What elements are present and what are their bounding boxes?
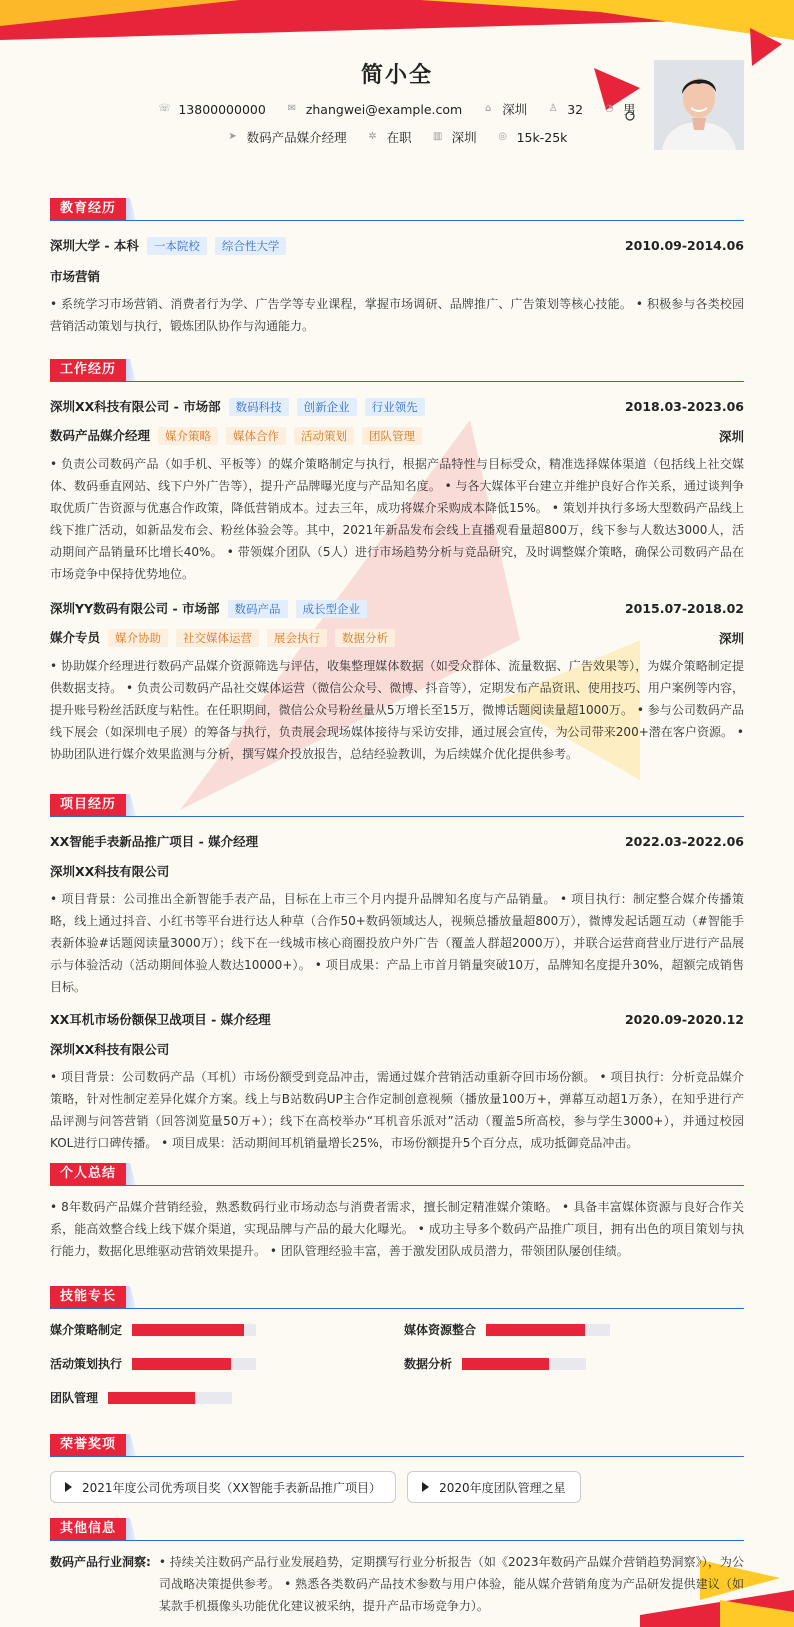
education-section (50, 198, 744, 337)
summary-desc: • 8年数码产品媒介营销经验，熟悉数码行业市场动态与消费者需求，擅长制定精准媒介策略。 • 具备丰富媒体资源与良好合作关系，能高效整合线上线下媒介渠道，实现品牌与产品的最大化曝光。 • 成功主导多个数码产品推广项目，拥有出色的项目策划与执行能力，数据化思维驱动营销效果提升。 • 团队管理经验丰富，善于激发团队成员潜力，带领团队屡创佳绩。 (50, 1200, 744, 1258)
skill-bar (462, 1358, 586, 1370)
job-desc: • 负责公司数码产品（如手机、平板等）的媒介策略制定与执行，根据产品特性与目标受众，精准选择媒体渠道（包括线上社交媒体、数码垂直网站、线下户外广告等），提升产品牌曝光度与产品知名度。 • 与各大媒体平台建立并维护良好合作关系，通过谈判争取优质广告资源与优惠合作政策，降低营销成本。过去三年，成功将媒介采购成本降低15%。 • 策划并执行多场大型数码产品线上线下推广活动，如新品发布会、粉丝体验会等。其中，2021年新品发布会线上直播观看量超800万，线下参与人数达3000人，活动期间产品销量环比增长40%。 • 带领媒介团队（5人）进行市场趋势分析与竞品研究，及时调整媒介策略，确保公司数码产品在市场竞争中保持优势地位。 (50, 457, 744, 581)
gender-icon: ◔ (604, 103, 614, 114)
skill-item (50, 1355, 256, 1372)
skill-tag: 展会执行 (267, 629, 327, 647)
skill-bar (132, 1324, 256, 1336)
company-tag: 成长型企业 (296, 600, 368, 618)
other-desc: • 持续关注数码产品行业发展趋势，定期撰写行业分析报告（如《2023年数码产品媒介营销趋势洞察》），为公司战略决策提供参考。 • 熟悉各类数码产品技术参数与用户体验，能从媒介营销角度为产品研发提供建议（如某款手机摄像头功能优化建议被采纳，提升产品市场竞争力）。 (158, 1555, 744, 1613)
work-section (50, 359, 744, 765)
target-city: 深圳 (451, 130, 477, 145)
skill-name: 团队管理 (50, 1391, 99, 1405)
skill-item (404, 1355, 586, 1372)
education-desc: • 系统学习市场营销、消费者行为学、广告学等专业课程，掌握市场调研、品牌推广、广告策划等核心技能。 • 积极参与各类校园营销活动策划与执行，锻炼团队协作与沟通能力。 (50, 297, 744, 333)
section-title: 教育经历 (50, 198, 126, 220)
major: 市场营销 (50, 269, 101, 284)
building-icon: ▥ (432, 131, 443, 142)
avatar (654, 60, 744, 150)
skill-bar-fill (486, 1324, 585, 1336)
section-title: 个人总结 (50, 1163, 126, 1185)
job-role: 媒介专员 (50, 630, 101, 645)
school-tag: 综合性大学 (215, 237, 287, 255)
skill-item (50, 1389, 232, 1406)
school-tag: 一本院校 (147, 237, 207, 255)
skill-bar (486, 1324, 610, 1336)
salary: 15k-25k (516, 129, 568, 145)
project-org: 深圳XX科技有限公司 (50, 864, 170, 879)
email-icon: ✉ (287, 103, 297, 114)
other-label: 数码产品行业洞察: (50, 1555, 151, 1569)
award-item (50, 1471, 396, 1503)
skill-bar-fill (108, 1392, 195, 1404)
skill-tag: 活动策划 (294, 427, 354, 445)
school-name: 深圳大学 - 本科 (50, 238, 139, 253)
job-date: 2015.07-2018.02 (624, 601, 744, 616)
job-city: 深圳 (718, 630, 744, 646)
job-role: 数码产品媒介经理 (50, 428, 151, 443)
award-item (407, 1471, 581, 1503)
gear-icon: ✲ (368, 131, 377, 142)
project-name: XX耳机市场份额保卫战项目 - 媒介经理 (50, 1012, 271, 1027)
skill-tag: 社交媒体运营 (176, 629, 259, 647)
status: 在职 (386, 130, 412, 145)
project-desc: • 项目背景：公司推出全新智能手表产品，目标在上市三个月内提升品牌知名度与产品销量。 • 项目执行：制定整合媒介传播策略，线上通过抖音、小红书等平台进行达人种草（合作50+数码领域达人，视频总播放量超800万），微博发起话题互动（#智能手表新体验#话题阅读量3000万）；线下在一线城市核心商圈投放户外广告（覆盖人群超2000万），并联合运营商营业厅进行产品展示与体验活动（活动期间体验人数达10000+）。 • 项目成果：产品上市首月销量突破10万，品牌知名度提升30%，超额完成销售目标。 (50, 892, 744, 994)
skill-bar-fill (462, 1358, 549, 1370)
section-title: 项目经历 (50, 794, 126, 816)
skill-bar-fill (132, 1358, 231, 1370)
project-org: 深圳XX科技有限公司 (50, 1042, 170, 1057)
candidate-name: 简小全 (360, 63, 433, 88)
skill-name: 媒介策略制定 (50, 1323, 123, 1337)
award-label: 2021年度公司优秀项目奖（XX智能手表新品推广项目） (82, 1480, 381, 1495)
section-title: 工作经历 (50, 359, 126, 381)
section-title: 荣誉奖项 (50, 1434, 126, 1456)
email: zhangwei@example.com (305, 101, 463, 117)
education-date: 2010.09-2014.06 (624, 238, 744, 253)
skill-tag: 数据分析 (335, 629, 395, 647)
other-section (50, 1518, 744, 1617)
skill-item (404, 1321, 610, 1338)
job-target: 数码产品媒介经理 (246, 130, 347, 145)
play-icon (422, 1482, 429, 1492)
project-desc: • 项目背景：公司数码产品（耳机）市场份额受到竞品冲击，需通过媒介营销活动重新夺回市场份额。 • 项目执行：分析竞品媒介策略，针对性制定差异化媒介方案。线上与B站数码UP主合作定制创意视频（播放量100万+，弹幕互动超1万条），在知乎进行产品评测与问答营销（回答浏览量50万+）；线下在高校举办“耳机音乐派对”活动（覆盖5所高校，参与学生3000+），并通过校园KOL进行口碑传播。 • 项目成果：活动期间耳机销量增长25%，市场份额提升5个百分点，成功抵御竞品冲击。 (50, 1070, 744, 1150)
city: 深圳 (502, 102, 528, 117)
summary-section (50, 1163, 744, 1262)
age: 32 (567, 101, 584, 117)
company-tag: 创新企业 (297, 398, 357, 416)
age-icon: ♙ (548, 103, 558, 114)
project-date: 2020.09-2020.12 (624, 1011, 744, 1027)
skill-tag: 媒体合作 (226, 427, 286, 445)
section-title: 其他信息 (50, 1518, 126, 1540)
skills-section (50, 1286, 744, 1419)
play-icon (65, 1482, 72, 1492)
phone: 13800000000 (178, 101, 266, 117)
job-date: 2018.03-2023.06 (624, 399, 744, 414)
job-city: 深圳 (718, 428, 744, 444)
project-date: 2022.03-2022.06 (624, 833, 744, 849)
company-tag: 行业领先 (365, 398, 425, 416)
skill-tag: 媒介协助 (108, 629, 168, 647)
company-tag: 数码产品 (228, 600, 288, 618)
job-desc: • 协助媒介经理进行数码产品媒介资源筛选与评估，收集整理媒体数据（如受众群体、流量数据、广告效果等），为媒介策略制定提供数据支持。 • 负责公司数码产品社交媒体运营（微信公众号、微博、抖音等），定期发布产品资讯、使用技巧、用户案例等内容，提升账号粉丝活跃度与粘性。在任职期间，微信公众号粉丝量从5万增长至15万，微博话题阅读量超1000万。 • 参与公司数码产品线下展会（如深圳电子展）的筹备与执行，负责展会现场媒体接待与采访安排，通过展会宣传，为公司带来200+潜在客户资源。 • 协助团队进行媒介效果监测与分析，撰写媒介投放报告，总结经验教训，为后续媒介优化提供参考。 (50, 659, 744, 761)
projects-section (50, 794, 744, 1154)
project-name: XX智能手表新品推广项目 - 媒介经理 (50, 834, 259, 849)
awards-section (50, 1434, 744, 1503)
skill-bar-fill (132, 1324, 244, 1336)
home-icon: ⌂ (485, 103, 492, 114)
skill-bar (108, 1392, 232, 1404)
skill-name: 活动策划执行 (50, 1357, 123, 1371)
phone-icon: ☏ (158, 103, 171, 114)
company-name: 深圳YY数码有限公司 - 市场部 (50, 601, 220, 616)
section-title: 技能专长 (50, 1286, 126, 1308)
send-icon: ➤ (228, 131, 237, 142)
skill-item (50, 1321, 256, 1338)
skill-name: 数据分析 (404, 1357, 453, 1371)
gender: 男 (623, 102, 636, 117)
company-tag: 数码科技 (229, 398, 289, 416)
salary-icon: ◎ (498, 131, 507, 142)
award-label: 2020年度团队管理之星 (439, 1480, 566, 1495)
company-name: 深圳XX科技有限公司 - 市场部 (50, 399, 221, 414)
skill-tag: 团队管理 (362, 427, 422, 445)
skill-bar (132, 1358, 256, 1370)
skill-tag: 媒介策略 (158, 427, 218, 445)
skill-name: 媒体资源整合 (404, 1323, 477, 1337)
